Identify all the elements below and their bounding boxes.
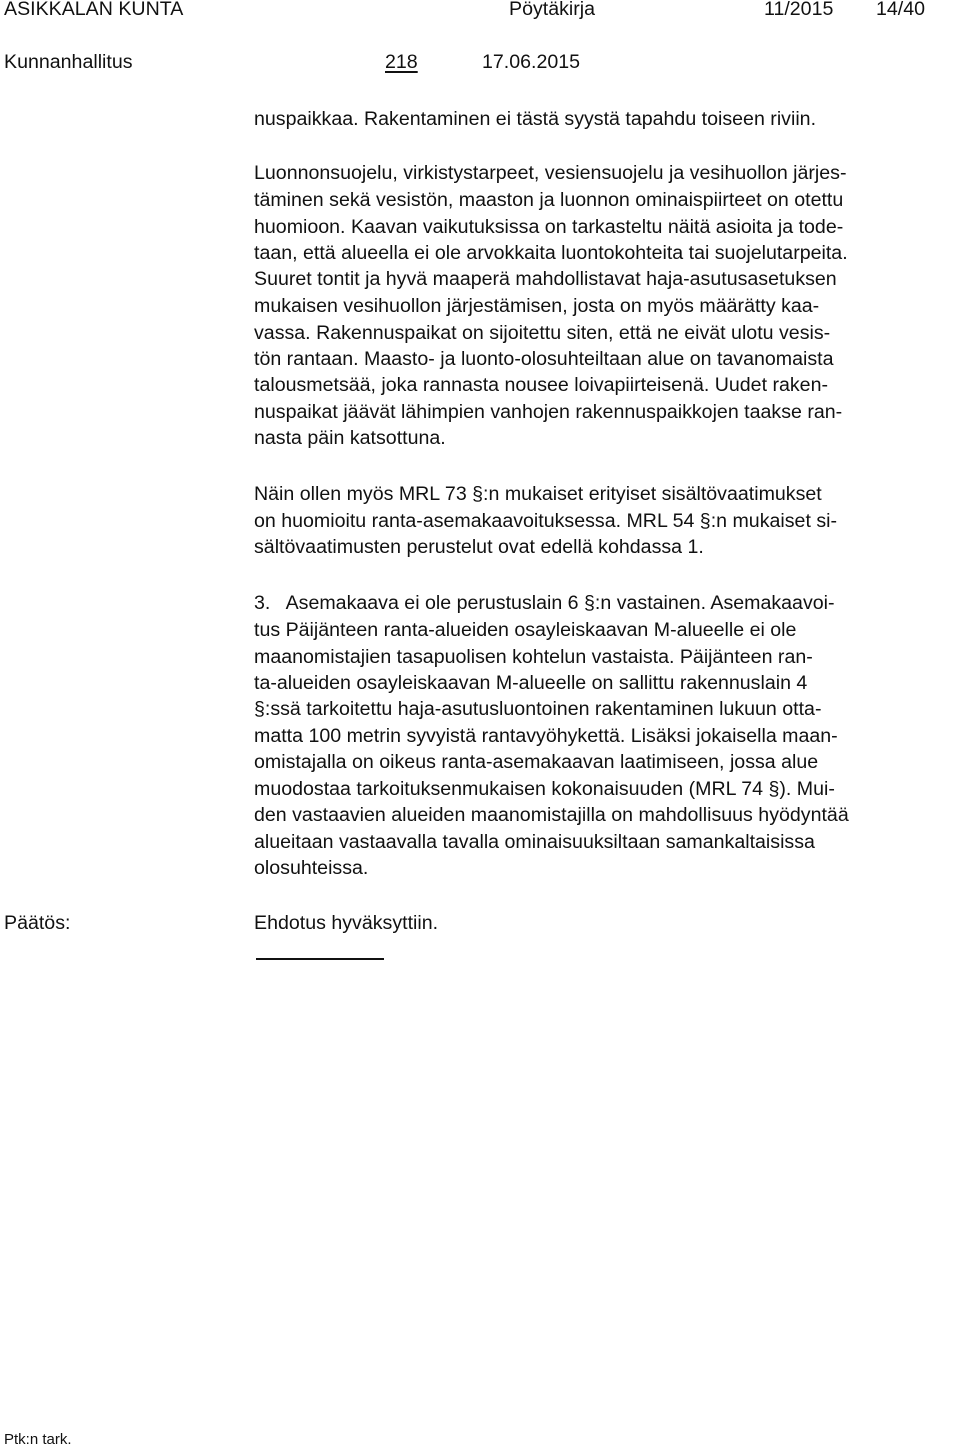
text-line: muodostaa tarkoituksenmukaisen kokonaisuuden (MRL 74 §). Mui- xyxy=(254,778,835,800)
text-line: tön rantaan. Maasto- ja luonto-olosuhteiltaan alue on tavanomaista xyxy=(254,348,834,370)
decision-label: Päätös: xyxy=(4,912,71,934)
text-line: maanomistajien tasapuolisen kohtelun vastaista. Päijänteen ran- xyxy=(254,646,813,668)
municipality-name: ASIKKALAN KUNTA xyxy=(4,0,184,20)
text-line: olosuhteissa. xyxy=(254,857,369,879)
committee-name: Kunnanhallitus xyxy=(4,51,133,73)
text-line: sältövaatimusten perustelut ovat edellä kohdassa 1. xyxy=(254,536,704,558)
decision-text: Ehdotus hyväksyttiin. xyxy=(254,912,439,934)
text-line: nuspaikat jäävät lähimpien vanhojen rakennuspaikkojen taakse ran- xyxy=(254,401,843,423)
text-line: mukaisen vesihuollon järjestämisen, josta on myös määrätty kaa- xyxy=(254,295,820,317)
text-line: omistajalla on oikeus ranta-asemakaavan laatimiseen, jossa alue xyxy=(254,751,819,773)
footer-reviewer-label: Ptk:n tark. xyxy=(4,1431,72,1448)
text-line: vassa. Rakennuspaikat on sijoitettu siten, että ne eivät ulotu vesis- xyxy=(254,322,831,344)
text-line: §:ssä tarkoitettu haja-asutusluontoinen rakentaminen lukuun otta- xyxy=(254,698,822,720)
text-line: taan, että alueella ei ole arvokkaita luontokohteita tai suojelutarpeita. xyxy=(254,242,848,264)
text-line: täminen sekä vesistön, maaston ja luonnon ominaispiirteet on otettu xyxy=(254,189,844,211)
text-line: on huomioitu ranta-asemakaavoituksessa. MRL 54 §:n mukaiset si- xyxy=(254,510,838,532)
text-line: ta-alueiden osayleiskaavan M-alueelle on sallittu rakennuslain 4 xyxy=(254,672,808,694)
section-number: 218 xyxy=(385,51,418,73)
text-line: talousmetsää, joka rannasta nousee loivapiirteisenä. Uudet raken- xyxy=(254,374,828,396)
text-line: Suuret tontit ja hyvä maaperä mahdollistavat haja-asutusasetuksen xyxy=(254,268,837,290)
meeting-date: 17.06.2015 xyxy=(482,51,581,73)
text-line: nasta päin katsottuna. xyxy=(254,427,446,449)
text-line: 3. Asemakaava ei ole perustuslain 6 §:n vastainen. Asemakaavoi- xyxy=(254,592,835,614)
text-line: den vastaavien alueiden maanomistajilla on mahdollisuus hyödyntää xyxy=(254,804,849,826)
text-line: Näin ollen myös MRL 73 §:n mukaiset erityiset sisältövaatimukset xyxy=(254,483,822,505)
text-line: nuspaikkaa. Rakentaminen ei tästä syystä tapahdu toiseen riviin. xyxy=(254,108,817,130)
text-line: matta 100 metrin syvyistä rantavyöhykettä. Lisäksi jokaisella maan- xyxy=(254,725,838,747)
document-number: 11/2015 xyxy=(764,0,834,20)
text-line: tus Päijänteen ranta-alueiden osayleiskaavan M-alueelle ei ole xyxy=(254,619,797,641)
signature-rule xyxy=(256,958,384,960)
document-type: Pöytäkirja xyxy=(509,0,596,20)
text-line: huomioon. Kaavan vaikutuksissa on tarkasteltu näitä asioita ja tode- xyxy=(254,216,844,238)
text-line: Luonnonsuojelu, virkistystarpeet, vesiensuojelu ja vesihuollon järjes- xyxy=(254,162,847,184)
page-number: 14/40 xyxy=(876,0,926,20)
text-line: alueitaan vastaavalla tavalla ominaisuuksiltaan samankaltaisissa xyxy=(254,831,815,853)
